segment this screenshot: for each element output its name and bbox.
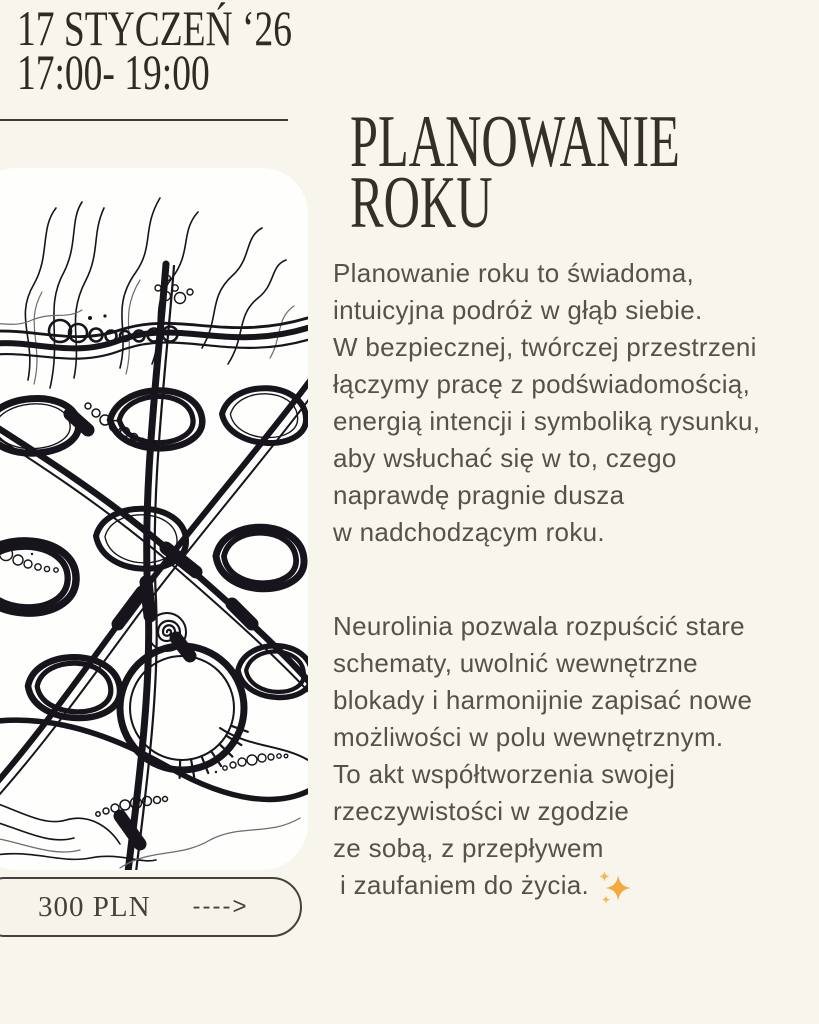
body-line: schematy, uwolnić wewnętrzne bbox=[333, 648, 698, 678]
body-line: w nadchodzącym roku. bbox=[333, 517, 605, 547]
arrow-right-icon: ----> bbox=[192, 893, 249, 920]
event-date-time bbox=[17, 0, 292, 100]
body-line: To akt współtworzenia swojej bbox=[333, 759, 676, 789]
body-line: energią intencji i symboliką rysunku, bbox=[333, 406, 761, 436]
paragraph-2 bbox=[333, 608, 760, 904]
price-label: 300 PLN bbox=[38, 890, 151, 923]
paragraph-1 bbox=[333, 255, 760, 551]
body-line: naprawdę pragnie dusza bbox=[333, 480, 625, 510]
body-line: W bezpiecznej, twórczej przestrzeni bbox=[333, 332, 757, 362]
price-button[interactable] bbox=[0, 877, 302, 937]
title-line-1: PLANOWANIE bbox=[350, 101, 680, 183]
body-line-last bbox=[333, 867, 760, 904]
page-title bbox=[350, 101, 680, 244]
event-date: 17 STYCZEŃ ‘26 bbox=[17, 0, 292, 56]
body-line: łączymy pracę z podświadomością, bbox=[333, 369, 751, 399]
event-description bbox=[333, 255, 760, 904]
body-line: blokady i harmonijnie zapisać nowe bbox=[333, 685, 753, 715]
body-line: Planowanie roku to świadoma, bbox=[333, 258, 695, 288]
divider-line bbox=[0, 119, 288, 121]
body-line: intuicyjna podróż w głąb siebie. bbox=[333, 295, 703, 325]
body-line: aby wsłuchać się w to, czego bbox=[333, 443, 677, 473]
event-time: 17:00- 19:00 bbox=[17, 44, 210, 100]
body-line: możliwości w polu wewnętrznym. bbox=[333, 722, 724, 752]
neurographic-line-art-image bbox=[0, 168, 308, 870]
title-line-2: ROKU bbox=[350, 162, 493, 244]
sparkles-icon bbox=[597, 870, 633, 906]
body-line: ze sobą, z przepływem bbox=[333, 833, 604, 863]
neurographic-artwork bbox=[0, 168, 308, 870]
body-line: rzeczywistości w zgodzie bbox=[333, 796, 630, 826]
body-line-text: i zaufaniem do życia. bbox=[340, 870, 590, 900]
body-line: Neurolinia pozwala rozpuścić stare bbox=[333, 611, 745, 641]
